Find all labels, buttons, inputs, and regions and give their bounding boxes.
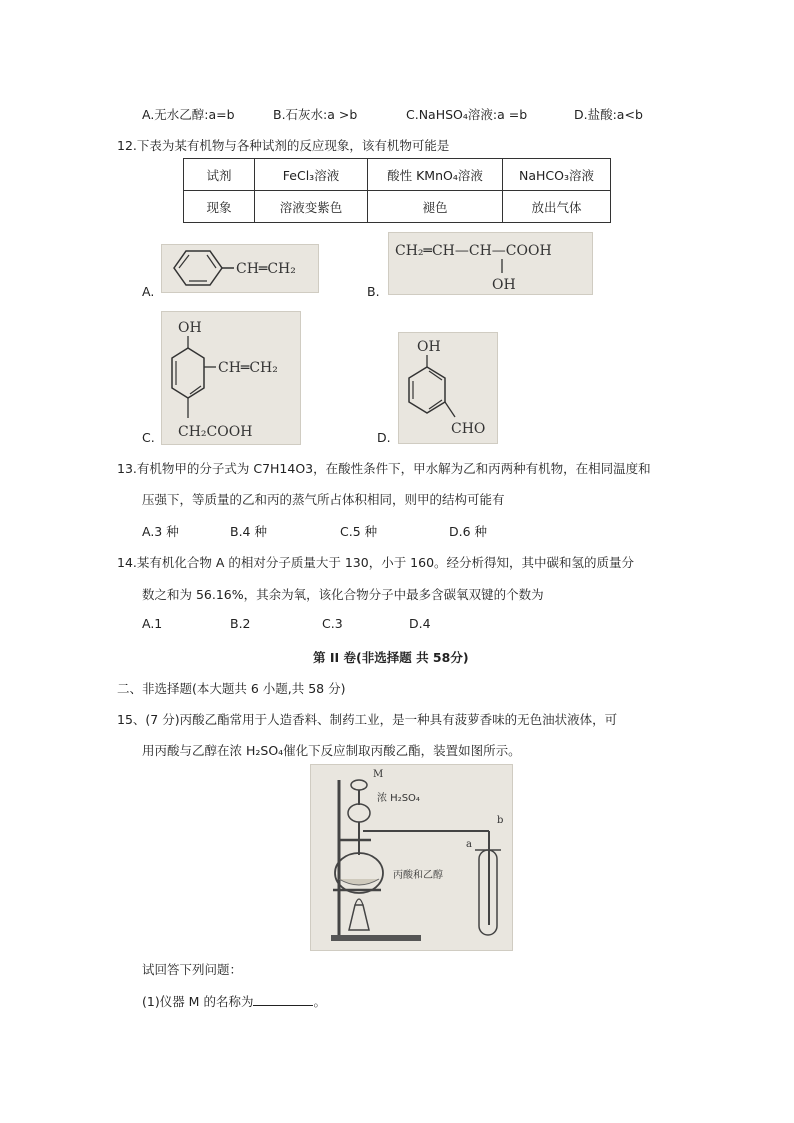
fig-label-m: M [373,769,384,780]
struct-b-main: CH₂═CH—CH—COOH [395,243,552,259]
fig-label-b: b [497,815,504,826]
fig-label-acid: 浓 H₂SO₄ [377,793,420,804]
q14-line1: 14.某有机化合物 A 的相对分子质量大于 130，小于 160。经分析得知，其中碳和氢的质量分 [117,555,635,570]
q11-option-d: D.盐酸:a<b [574,107,643,122]
q15-line1: 15、(7 分)丙酸乙酯常用于人造香料、制药工业，是一种具有菠萝香味的无色油状液体，可 [117,712,618,727]
table-cell: FeCl₃溶液 [255,159,368,191]
q12-label-a: A. [142,284,155,299]
q15-sub1-text: (1)仪器 M 的名称为 [142,994,254,1009]
table-cell: 溶液变紫色 [255,191,368,223]
q14-line2: 数之和为 56.16%，其余为氧，该化合物分子中最多含碳氧双键的个数为 [142,587,544,602]
section-title: 第 II 卷(非选择题 共 58分) [313,650,469,665]
fig-label-flask: 丙酸和乙醇 [393,870,443,881]
q11-option-a: A.无水乙醇:a=b [142,107,235,122]
q13-line2: 压强下，等质量的乙和丙的蒸气所占体积相同，则甲的结构可能有 [142,492,505,507]
styrene-structure [162,245,318,292]
q15-line2: 用丙酸与乙醇在浓 H₂SO₄催化下反应制取丙酸乙酯，装置如图所示。 [142,743,521,758]
q15-sub1-end: 。 [313,994,326,1009]
q12-label-d: D. [377,430,391,445]
q14-option-a: A.1 [142,616,163,631]
hydroxybutenoic-acid-structure [389,233,592,294]
table-cell: 酸性 KMnO₄溶液 [368,159,503,191]
structure-a-image [161,244,319,293]
structure-b-image [388,232,593,295]
q13-option-d: D.6 种 [449,524,488,539]
apparatus-figure [310,764,513,951]
structure-c-image [161,311,301,445]
q11-option-c: C.NaHSO₄溶液:a =b [406,107,528,122]
struct-a-text: CH═CH₂ [236,261,296,277]
section-subtitle: 二、非选择题(本大题共 6 小题,共 58 分) [117,681,346,696]
q13-line1: 13.有机物甲的分子式为 C7H14O3，在酸性条件下，甲水解为乙和丙两种有机物，在相同温度和 [117,461,651,476]
struct-c-bottom: CH₂COOH [178,424,253,440]
table-cell: 试剂 [184,159,255,191]
q12-label-b: B. [367,284,380,299]
struct-d-cho: CHO [451,421,486,437]
table-cell: 褪色 [368,191,503,223]
table-cell: 现象 [184,191,255,223]
fig-label-a: a [466,839,472,850]
struct-b-oh: OH [492,277,516,293]
answer-blank[interactable] [253,993,313,1006]
structure-c [162,312,300,444]
q15-prompt: 试回答下列问题： [142,962,243,977]
q12-stem: 12.下表为某有机物与各种试剂的反应现象，该有机物可能是 [117,138,450,153]
q14-option-b: B.2 [230,616,251,631]
q15-sub1 [142,992,326,1010]
struct-d-oh: OH [417,339,441,355]
reaction-table [183,158,611,223]
struct-c-oh: OH [178,320,202,336]
q13-option-b: B.4 种 [230,524,267,539]
hydroxybenzaldehyde-structure [399,333,497,443]
q13-option-a: A.3 种 [142,524,179,539]
q12-label-c: C. [142,430,155,445]
q14-option-d: D.4 [409,616,431,631]
table-cell: 放出气体 [503,191,611,223]
q14-option-c: C.3 [322,616,343,631]
table-row [184,191,611,223]
q11-option-b: B.石灰水:a >b [273,107,358,122]
distillation-apparatus [311,765,512,950]
table-cell: NaHCO₃溶液 [503,159,611,191]
struct-c-side: CH═CH₂ [218,360,278,376]
table-row [184,159,611,191]
structure-d-image [398,332,498,444]
q13-option-c: C.5 种 [340,524,378,539]
